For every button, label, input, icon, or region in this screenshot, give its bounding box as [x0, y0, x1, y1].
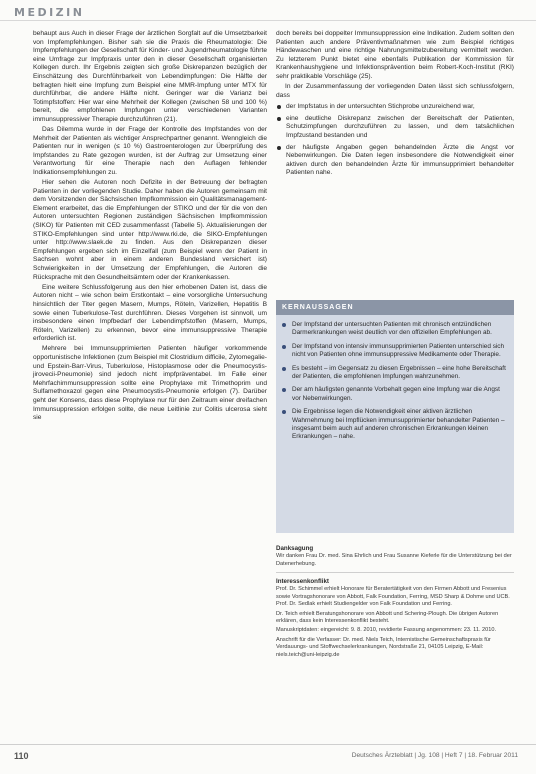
key-messages-box — [276, 300, 514, 533]
paragraph: Eine weitere Schlussfolgerung aus den hier erhobenen Daten ist, dass die Autoren nicht – wie schon beim Erstkontakt – eine vorsorgliche Untersuchung hinsichtlich der Titer gegen Masern, Mumps, Röteln, Varizellen, Hepatitis B sowie einen Tuberkulose-Test durchführen. Dieses Vorgehen ist sinnvoll, um insbesondere einen Impfbedarf der Lebendimpfstoffen (Masern, Mumps, Röteln, Varizellen) zu erkennen, bevor eine immunsuppressive Therapie erforderlich ist. — [33, 283, 267, 343]
header-divider — [0, 20, 536, 21]
key-messages-title: KERNAUSSAGEN — [276, 300, 514, 315]
acknowledgement-title: Danksagung — [276, 545, 314, 552]
section-label: MEDIZIN — [14, 6, 85, 19]
right-text-column — [276, 30, 514, 181]
acknowledgement-text: Wir danken Frau Dr. med. Sina Ehrlich und Frau Susanne Kieferle für die Unterstützung bei der Datenerhebung. — [276, 553, 512, 567]
conclusion-list — [276, 103, 514, 178]
paragraph: Das Dilemma wurde in der Frage der Kontrolle des Impfstandes von der Mehrheit der Patienten als wichtiger Ansprechpartner genannt. Wenngleich die Patienten nur in wenigen (≤ 10 %) Gastroenterologen zur Überprüfung des Impfstandes zu Rate gezogen wurden, ist der Auftrag zur Umsetzung einer Verantwortung für eine Therapie nach den Auflagen fehlender Indikationsempfehlungen zu. — [33, 126, 267, 176]
paragraph: Mehrere bei Immunsupprimierten Patienten häufiger vorkommende opportunistische Infektionen (zum Beispiel mit Clostridium difficile, Zytomegalie- und Epstein-Barr-Virus, Tuberkulose, Histoplasmose oder die Pneumocystis-jirovecii-Pneumonie) sind jedoch nicht impfpräventabel. Im Falle einer Mehrfachimmunsuppression sollte eine Prophylaxe mit Trimethoprim und Sulfamethoxazol gegen eine Pneumocystis-Pneumonie erfolgen (7). Darüber geht der Konsens, dass diese Prophylaxe nur für den Zeitraum einer dreifachen Immunsuppression erfolgen sollte, die neue Leitlinie zur Colitis ulcerosa sieht sie — [33, 345, 267, 422]
divider — [276, 572, 514, 573]
list-item: Die Ergebnisse legen die Notwendigkeit einer aktiven ärztlichen Wahrnehmung bei Impflücken immunsupprimierter behandelter Patienten – insgesamt beim auch auf anderen chronischen Erkrankungen kleinen Erkrankungen – nahe. — [282, 408, 506, 442]
list-item: eine deutliche Diskrepanz zwischen der Bereitschaft der Patienten, Schutzimpfungen durchzuführen zu lassen, und dem tatsächlichen Impfzustand bestanden und — [276, 115, 514, 141]
conflict-text: Prof. Dr. Schimmel erhielt Honorare für Beratertätigkeit von den Firmen Abbott und Fresenius sowie Vortragshonorare von Abbott, Falk Foundation, Ferring, MSD Sharp & Dohme und UCB. Prof. Dr. Sedlak erhielt Studiengelder von Falk Foundation und Ferring. — [276, 586, 510, 608]
acknowledgement — [276, 545, 514, 570]
list-item: der Impfstatus in der untersuchten Stichprobe unzureichend war, — [276, 103, 514, 112]
list-item: Der Impfstand der untersuchten Patienten mit chronisch entzündlichen Darmerkrankungen weist deutlich vor den offiziellen Empfehlungen ab. — [282, 321, 506, 338]
paragraph: doch bereits bei doppelter Immunsuppression eine Indikation. Zudem sollten den Patienten auch andere Präventivmaßnahmen wie zum Beispiel richtiges Händewaschen und eine richtige Nahrungsmittelzubereitung vermittelt werden. Zu letzterem Punkt bietet eine ebenfalls Publikation der Kommission für Krankenhaushygiene und Infektionsprävention beim Robert-Koch-Institut (RKI) sehr praktikable Vorschläge (25). — [276, 30, 514, 80]
paragraph: behaupt aus Auch in dieser Frage der ärztlichen Sorgfalt auf die Umsetzbarkeit von Impfempfehlungen. Bisher sah sie die Praxis die Rheumatologie: Die Impfempfehlungen der Gesellschaft für Kinder- und Jugendrheumatologie führte eine Umfrage zur Impfpraxis unter den in dieser Gesellschaft organisierten Kollegen durch. Ihr Ergebnis zeigten sich große Diskrepanzen bezüglich der Einschätzung des Durchführbarkeit von Lebendimpfungen: Die Hälfte der befragten hielt eine Impfung zum Beispiel eine MMR-Impfung unter MTX für durchführbar, die andere Hälfte nicht. Geringer war die Varianz bei Totimpfstoffen: Hier war eine Mehrheit der Kollegen (zwischen 58 und 100 %) bereit, die empfohlenen Impfungen unter verschiedenen Varianten immunsuppressiver Therapie durchzuführen (21). — [33, 30, 267, 123]
conflict-of-interest — [276, 578, 514, 661]
list-item: der häufigste Angaben gegen behandelnden Ärzte die Angst vor Nebenwirkungen. Die Daten legen insbesondere die Notwendigkeit einer aktiven durch den behandelnden Ärzte für immunsupprimiert behandelter Patienten nahe. — [276, 144, 514, 178]
key-messages-list — [276, 321, 514, 442]
conflict-title: Interessenkonflikt — [276, 578, 329, 585]
list-item: Der am häufigsten genannte Vorbehalt gegen eine Impfung war die Angst vor Nebenwirkungen. — [282, 386, 506, 403]
manuscript-dates: Manuskriptdaten: eingereicht: 9. 8. 2010, revidierte Fassung angenommen: 23. 11. 2010. — [276, 627, 497, 634]
left-text-column — [33, 30, 267, 424]
correspondence-address: Anschrift für die Verfasser: Dr. med. Niels Teich, Internistische Gemeinschaftspraxis für Verdauungs- und Stoffwechselerkrankungen, Nordstraße 21, 04105 Leipzig, E-Mail: niels.teich@uni-leipzig.de — [276, 636, 491, 658]
journal-citation: Deutsches Ärzteblatt | Jg. 108 | Heft 7 | 18. Februar 2011 — [351, 752, 518, 759]
footer-divider — [0, 744, 536, 745]
page-number: 110 — [14, 751, 29, 761]
paragraph: Hier sehen die Autoren noch Defizite in der Betreuung der befragten Patienten in der vorliegenden Studie. Daher haben die Autoren gemeinsam mit dem Vorsitzenden der Sächsischen Impfkommission ein Qualitätsmanagement-Element erarbeitet, das die Empfehlungen der STIKO und der für die von den Autoren untersuchten Regionen zuständigen Sächsischen Impfkommission (SIKO) für Patienten mit CED zusammenfasst (Tabelle 5). Aktualisierungen der STIKO-Empfehlungen sind unter http://www.rki.de, die SIKO-Empfehlungen unter http://www.slaek.de zu finden. Aus den Diskrepanzen dieser Empfehlungen ergeben sich im Einzelfall (zum Beispiel wenn der Patient in Sachsen wohnt aber in einem anderen Bundesland versichert ist) Schwierigkeiten in der Umsetzung der Empfehlungen, die Autoren die Rücksprache mit den Gesundheitsämtern oder der Krankenkassen. — [33, 179, 267, 281]
paragraph: In der Zusammenfassung der vorliegenden Daten lässt sich schlussfolgern, dass — [276, 83, 514, 99]
conflict-text-extra: Dr. Teich erhielt Beratungshonorare von Abbott und Schering-Plough. Die übrigen Autoren erklären, dass kein Interessenkonflikt besteht. — [276, 610, 499, 625]
list-item: Es besteht – im Gegensatz zu diesen Ergebnissen – eine hohe Bereitschaft der Patienten, die empfohlenen Impfungen wahrzunehmen. — [282, 365, 506, 382]
list-item: Der Impfstand von intensiv immunsupprimierten Patienten unterschied sich nicht von Patienten ohne immunsuppressive Medikamente oder Therapie. — [282, 343, 506, 360]
